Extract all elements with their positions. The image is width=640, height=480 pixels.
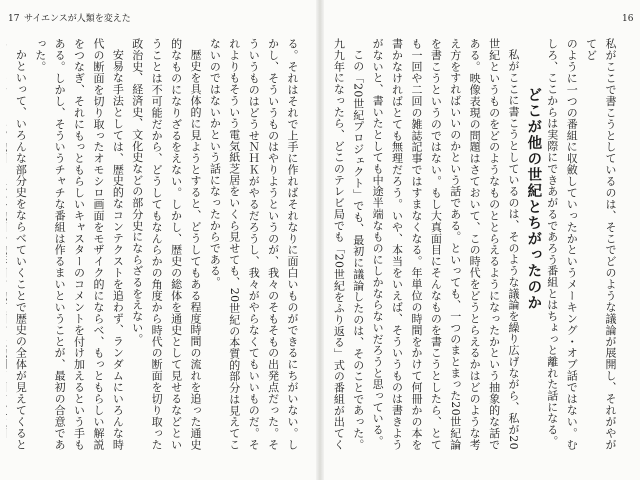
left-page-body xyxy=(6,38,302,450)
right-page-body xyxy=(330,38,620,450)
right-page-number: 16 xyxy=(622,14,634,24)
left-page xyxy=(0,0,316,480)
book-gutter xyxy=(316,0,324,480)
body-paragraph: 私がここで書こうとしているのは、そこでどのような議論が展開し、それがやがてど xyxy=(584,38,617,450)
body-paragraph: 私がここに書こうとしているのは、そのような議論を繰り広げながら、私が20世紀というものをどのようなものととらえるようになったかという抽象的な話である。映像表現の問題はさておいて、この時代をどうとらえるかはどのような考え方をすればいいのかという話である。といっても、一つのまとまった20世紀論を書こうというのではない。もし大真面目にそんなものを書こうとしたら、とても一回や二回の雑誌記事ではすまなくなる。年単位の時間をかけて何冊かの本を書かなければとても無理だろう。いや、本当をいえば、そういうものは書きようがないと、書いたとしても中途半端なものにしかならないだろうと思っている。 xyxy=(371,38,520,450)
body-paragraph: 歴史を具体的に見ようとすると、どうしてもある程度時間の流れを追った通史的なものになりざるをえない。しかし、歴史の総体を通史として見せるなどということは不可能だから、どうしてもなんらかの角度から時代の断面を切り取った政治史、経済史、文化史などの部分史にならざるをえない。 xyxy=(130,38,202,450)
running-title: サイエンスが人類を変えた xyxy=(24,14,131,24)
body-paragraph: 安易な手法としては、歴史的なコンテクストを追わず、ランダムにいろんな時代の断面を切り取ったオモシロ画面をモザイク的にならべ、もっともらしい解説をつなぎ、それにもっともらしいキャスターのコメントを付け加えるという手もある。しかし、そういうチャチな番組は作るまいということが、最初の合意であった。 xyxy=(33,38,125,450)
body-paragraph: この「20世紀プロジェクト」でも、最初に議論したのは、そのことであった。九九年になったら、どこのテレビ局でも「20世紀をふり返る」式の番組が出てく xyxy=(332,38,365,450)
body-paragraph: かといって、いろんな部分史をならべていくことで歴史の全体が見えてくると xyxy=(14,49,28,450)
body-paragraph: のように一つの番組に収斂していったかというメーキング・オブ話ではない。むしろ、ここからは実際にできあがるであろう番組とはちょっと離れた話になる。 xyxy=(545,38,579,450)
right-page xyxy=(324,0,640,480)
body-paragraph: る。それはそれで上手に作ればそれなりに面白いものができるにちがいない。しかし、そういうものはやりようというのが、我々のそもそもの出発点だった。そういうものはどうせＮＨＫがやるだろうし、我々がやらなくてもいいものだ。それよりもそういう電気紙芝居をいくら見せても、20世紀の本質的部分は見えてこないのではないかという話になったからである。 xyxy=(208,38,299,450)
section-heading: どこが他の世紀とちがったのか xyxy=(525,86,542,311)
left-page-number: 17 xyxy=(8,14,20,24)
